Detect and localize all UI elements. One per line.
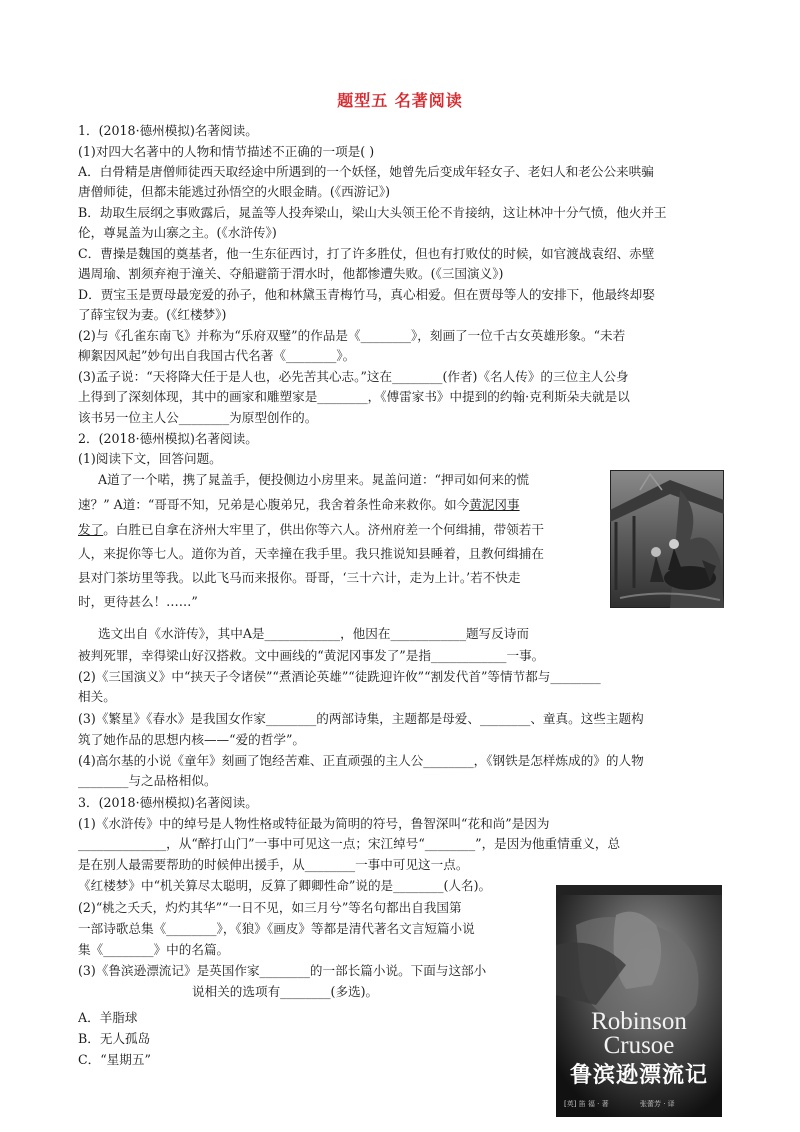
book-title-english-line2: Crusoe (603, 1032, 675, 1059)
q2-heading: 2．(2018·德州模拟)名著阅读。 (78, 431, 258, 446)
q3-option-a: A．羊脂球 (78, 1010, 138, 1025)
q1-option-b-line2: 伦，尊晁盖为山寨之主。(《水浒传》) (78, 225, 277, 240)
q3-part1-line1: (1)《水浒传》中的绰号是人物性格或特征最为简明的符号，鲁智深叫“花和尚”是因为 (78, 816, 550, 831)
q1-part3-line3: 该书另一位主人公________为原型创作的。 (78, 410, 318, 425)
q2-passage-line1: A道了一个喏，携了晁盖手，便投侧边小房里来。晁盖问道：“押司如何来的慌 (98, 472, 530, 487)
q2-passage-line2 (78, 495, 608, 515)
q1-part2-line1: (2)与《孔雀东南飞》并称为“乐府双璧”的作品是《________》，刻画了一位千古女英雄形象。“未若 (78, 328, 626, 343)
q2-source-line1: 选文出自《水浒传》，其中A是____________，他因在____________题写反诗而 (98, 626, 529, 641)
q1-option-a-line2: 唐僧师徒，但都未能逃过孙悟空的火眼金睛。(《西游记》) (78, 184, 391, 199)
q3-part2-line3: 集《________》中的名篇。 (78, 942, 230, 957)
q3-part1-line4: 《红楼梦》中“机关算尽太聪明，反算了卿卿性命”说的是________(人名)。 (78, 878, 492, 893)
q3-part1-line3: 是在别人最需要帮助的时候伸出援手，从________一事中可见这一点。 (78, 857, 469, 872)
q3-part2-line1: (2)“桃之夭夭，灼灼其华”“一日不见，如三月兮”等名句都出自我国第 (78, 900, 462, 915)
q1-part3-line1: (3)孟子说：“天将降大任于是人也，必先苦其心志。”这在________(作者)《名人传》的三位主人公身 (78, 369, 629, 384)
q1-part2-line2: 柳絮因风起”妙句出自我国古代名著《________》。 (78, 348, 356, 363)
q2-underlined-phrase-part1: 黄泥冈事 (469, 497, 520, 512)
q3-heading: 3．(2018·德州模拟)名著阅读。 (78, 795, 258, 810)
q2-part3-line1: (3)《繁星》《春水》是我国女作家________的两部诗集，主题都是母爱、________、童真。这些主题构 (78, 711, 644, 726)
q3-part1-line2: ______________，从“醉打山门”一事中可见这一点；宋江绰号“________”，是因为他重情重义，总 (78, 836, 621, 851)
q2-passage-line5: 县对门茶坊里等我。以此飞马而来报你。哥哥，‘三十六计，走为上计。’若不快走 (78, 570, 521, 585)
q1-part1: (1)对四大名著中的人物和情节描述不正确的一项是( ) (78, 144, 375, 159)
q3-part3-line2: 说相关的选项有________(多选)。 (192, 984, 379, 999)
page-title: 题型五 名著阅读 (337, 91, 463, 110)
q3-option-c: C．“星期五” (78, 1052, 151, 1067)
q2-part2-line1: (2)《三国演义》中“挟天子令诸侯”“煮酒论英雄”“徒跣迎许攸”“割发代首”等情节都与________ (78, 669, 601, 684)
q2-underlined-phrase-part2: 发了 (78, 522, 104, 537)
q2-part4-line2: ________与之品格相似。 (78, 773, 217, 788)
robinson-crusoe-book-cover (556, 885, 722, 1117)
q1-option-c-line2: 遇周瑜、割须弃袍于潼关、夺船避箭于渭水时，他都惨遭失败。(《三国演义》) (78, 266, 504, 281)
q2-part4-line1: (4)高尔基的小说《童年》刻画了饱经苦难、正直顽强的主人公________，《钢铁是怎样炼成的》的人物 (78, 753, 644, 768)
q1-option-c-line1: C．曹操是魏国的奠基者，他一生东征西讨，打了许多胜仗，但也有打败仗的时候，如官渡战袁绍、赤壁 (78, 246, 655, 261)
q1-part3-line2: 上得到了深刻体现，其中的画家和雕塑家是________，《傅雷家书》中提到的约翰·克利斯朵夫就是以 (78, 389, 630, 404)
q2-passage-line3-text: 。白胜已自拿在济州大牢里了，供出你等六人。济州府差一个何缉捕，带领若干 (103, 522, 544, 537)
water-margin-illustration (610, 470, 724, 608)
book-title-chinese: 鲁滨逊漂流记 (569, 1063, 708, 1088)
q2-part1: (1)阅读下文，回答问题。 (78, 451, 222, 466)
q1-option-d-line1: D．贾宝玉是贾母最宠爱的孙子，他和林黛玉青梅竹马，真心相爱。但在贾母等人的安排下，他最终却娶 (78, 287, 655, 302)
q2-part3-line2: 筑了她作品的思想内核——“爱的哲学”。 (78, 732, 305, 747)
q3-part3-line1: (3)《鲁滨逊漂流记》是英国作家________的一部长篇小说。下面与这部小 (78, 963, 487, 978)
q2-passage-line4: 人，来捉你等七人。道你为首，天幸撞在我手里。我只推说知县睡着，且教何缉捕在 (78, 546, 544, 561)
q1-option-d-line2: 了薛宝钗为妻。(《红楼梦》) (78, 307, 227, 322)
book-translator-credit: 张蕾芳 · 译 (640, 1100, 675, 1108)
q2-part2-line2: 相关。 (78, 689, 116, 704)
q3-part2-line2: 一部诗歌总集《________》，《狼》《画皮》等都是清代著名文言短篇小说 (78, 921, 475, 936)
q3-option-b: B．无人孤岛 (78, 1031, 151, 1046)
q1-heading: 1．(2018·德州模拟)名著阅读。 (78, 123, 258, 138)
book-title-english-line1: Robinson (591, 1008, 687, 1035)
q2-passage-line6: 时，更待甚么！……” (78, 594, 198, 609)
q1-option-a-line1: A．白骨精是唐僧师徒西天取经途中所遇到的一个妖怪，她曾先后变成年轻女子、老妇人和老公公来哄骗 (78, 164, 654, 179)
q2-source-line2: 被判死罪，幸得梁山好汉搭救。文中画线的“黄泥冈事发了”是指____________一事。 (78, 648, 545, 663)
book-author-credit: [英] 笛 福 · 著 (564, 1100, 609, 1108)
water-margin-illustration-art (610, 470, 724, 608)
q1-option-b-line1: B．劫取生辰纲之事败露后，晁盖等人投奔梁山，梁山大头领王伦不肯接纳，这让林冲十分气愤，他火并王 (78, 205, 667, 220)
q2-passage-line3 (78, 520, 608, 540)
q2-passage-line2-text: 速？” A道：“哥哥不知，兄弟是心腹弟兄，我舍着条性命来救你。如今 (78, 497, 470, 512)
